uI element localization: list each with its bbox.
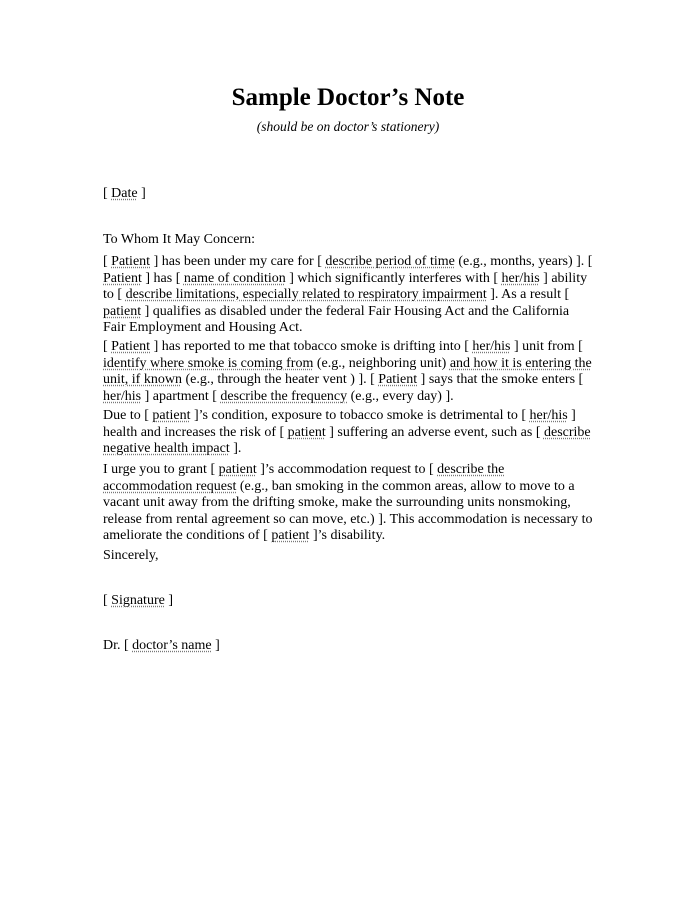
placeholder-field: name of condition	[183, 270, 286, 286]
doctor-name-line	[103, 638, 220, 655]
placeholder-field: describe limitations, especially related to respiratory impairment	[125, 287, 487, 302]
placeholder-field: her/his	[472, 339, 511, 354]
paragraph-text: ]’s condition, exposure to tobacco smoke is detrimental to [	[190, 408, 530, 423]
paragraph-text: ] says that the smoke enters [	[417, 372, 584, 387]
paragraph-smoke-report	[103, 339, 593, 405]
placeholder-field: identify where smoke is coming from	[103, 355, 314, 371]
date-line	[103, 186, 146, 203]
placeholder-field: patient	[218, 462, 257, 477]
placeholder-field: patient	[103, 303, 142, 319]
paragraph-text: ] health and increases the risk of [	[103, 408, 576, 440]
placeholder-field: her/his	[501, 270, 540, 286]
paragraph-text: ] has [	[141, 270, 184, 286]
placeholder-field: patient	[271, 528, 310, 543]
paragraph-text: ] which significantly interferes with [	[285, 270, 502, 286]
paragraph-text: (e.g., through the heater vent ) ]. [	[181, 372, 379, 387]
paragraph-text: ]’s disability.	[309, 528, 386, 543]
placeholder-field: Patient	[111, 254, 151, 269]
paragraph-text: ] has been under my care for [	[150, 254, 326, 269]
closing: Sincerely,	[103, 548, 159, 563]
paragraph-text: ] apartment [	[141, 388, 221, 404]
paragraph-text: Due to [	[103, 408, 153, 423]
placeholder-field: describe the accommodation request	[103, 462, 505, 494]
paragraph-condition	[103, 254, 593, 337]
placeholder-field: patient	[152, 408, 191, 423]
paragraph-text: ] unit from [	[510, 339, 583, 354]
paragraph-risk	[103, 408, 593, 458]
date-close-bracket: ]	[137, 186, 146, 201]
paragraph-request	[103, 462, 593, 545]
paragraph-text: (e.g., neighboring unit)	[313, 355, 450, 371]
placeholder-field: and how it is entering the unit, if known	[103, 355, 592, 387]
placeholder-field: Patient	[103, 270, 142, 286]
placeholder-field: her/his	[103, 388, 142, 404]
paragraph-text: ]’s accommodation request to [	[256, 462, 438, 477]
paragraph-text: (e.g., ban smoking in the common areas, allow to move to a vacant unit away from the drifting smoke, make the surrounding units nonsmoking, release from rental agreement so can move, etc.) ]. This accommodation is necessary to ameliorate the conditions of [	[103, 478, 593, 543]
page-title: Sample Doctor’s Note	[231, 84, 465, 111]
paragraph-text: ] qualifies as disabled under the federal Fair Housing Act and the California Fair Employment and Housing Act.	[103, 303, 570, 335]
doctor-prefix: Dr. [	[103, 638, 133, 653]
placeholder-field: her/his	[529, 408, 568, 423]
signature-close-bracket: ]	[164, 593, 173, 608]
page-subtitle: (should be on doctor’s stationery)	[256, 119, 440, 134]
paragraph-text: ]. As a result [	[486, 287, 570, 302]
paragraph-text: ] has reported to me that tobacco smoke is drifting into [	[150, 339, 473, 354]
signature-placeholder: Signature	[111, 593, 165, 608]
placeholder-field: describe negative health impact	[103, 424, 591, 456]
signature-open-bracket: [	[103, 593, 112, 608]
placeholder-field: describe the frequency	[220, 388, 348, 404]
date-open-bracket: [	[103, 186, 112, 201]
doctor-close-bracket: ]	[211, 638, 220, 653]
placeholder-field: Patient	[111, 339, 151, 354]
placeholder-field: Patient	[378, 372, 418, 387]
paragraph-text: I urge you to grant [	[103, 462, 219, 477]
paragraph-text: ] suffering an adverse event, such as [	[325, 424, 544, 440]
paragraph-text: ] ability to [	[103, 270, 588, 302]
paragraph-text: (e.g., every day) ].	[347, 388, 454, 404]
placeholder-field: describe period of time	[325, 254, 455, 269]
paragraph-text: (e.g., months, years) ]. [	[454, 254, 593, 269]
paragraph-text: [	[103, 254, 112, 269]
paragraph-text: [	[103, 339, 112, 354]
signature-line	[103, 593, 173, 610]
placeholder-field: patient	[287, 424, 326, 440]
doctor-name-placeholder: doctor’s name	[132, 638, 212, 653]
paragraph-text: ].	[229, 441, 242, 456]
greeting: To Whom It May Concern:	[103, 232, 255, 247]
date-placeholder: Date	[111, 186, 138, 201]
